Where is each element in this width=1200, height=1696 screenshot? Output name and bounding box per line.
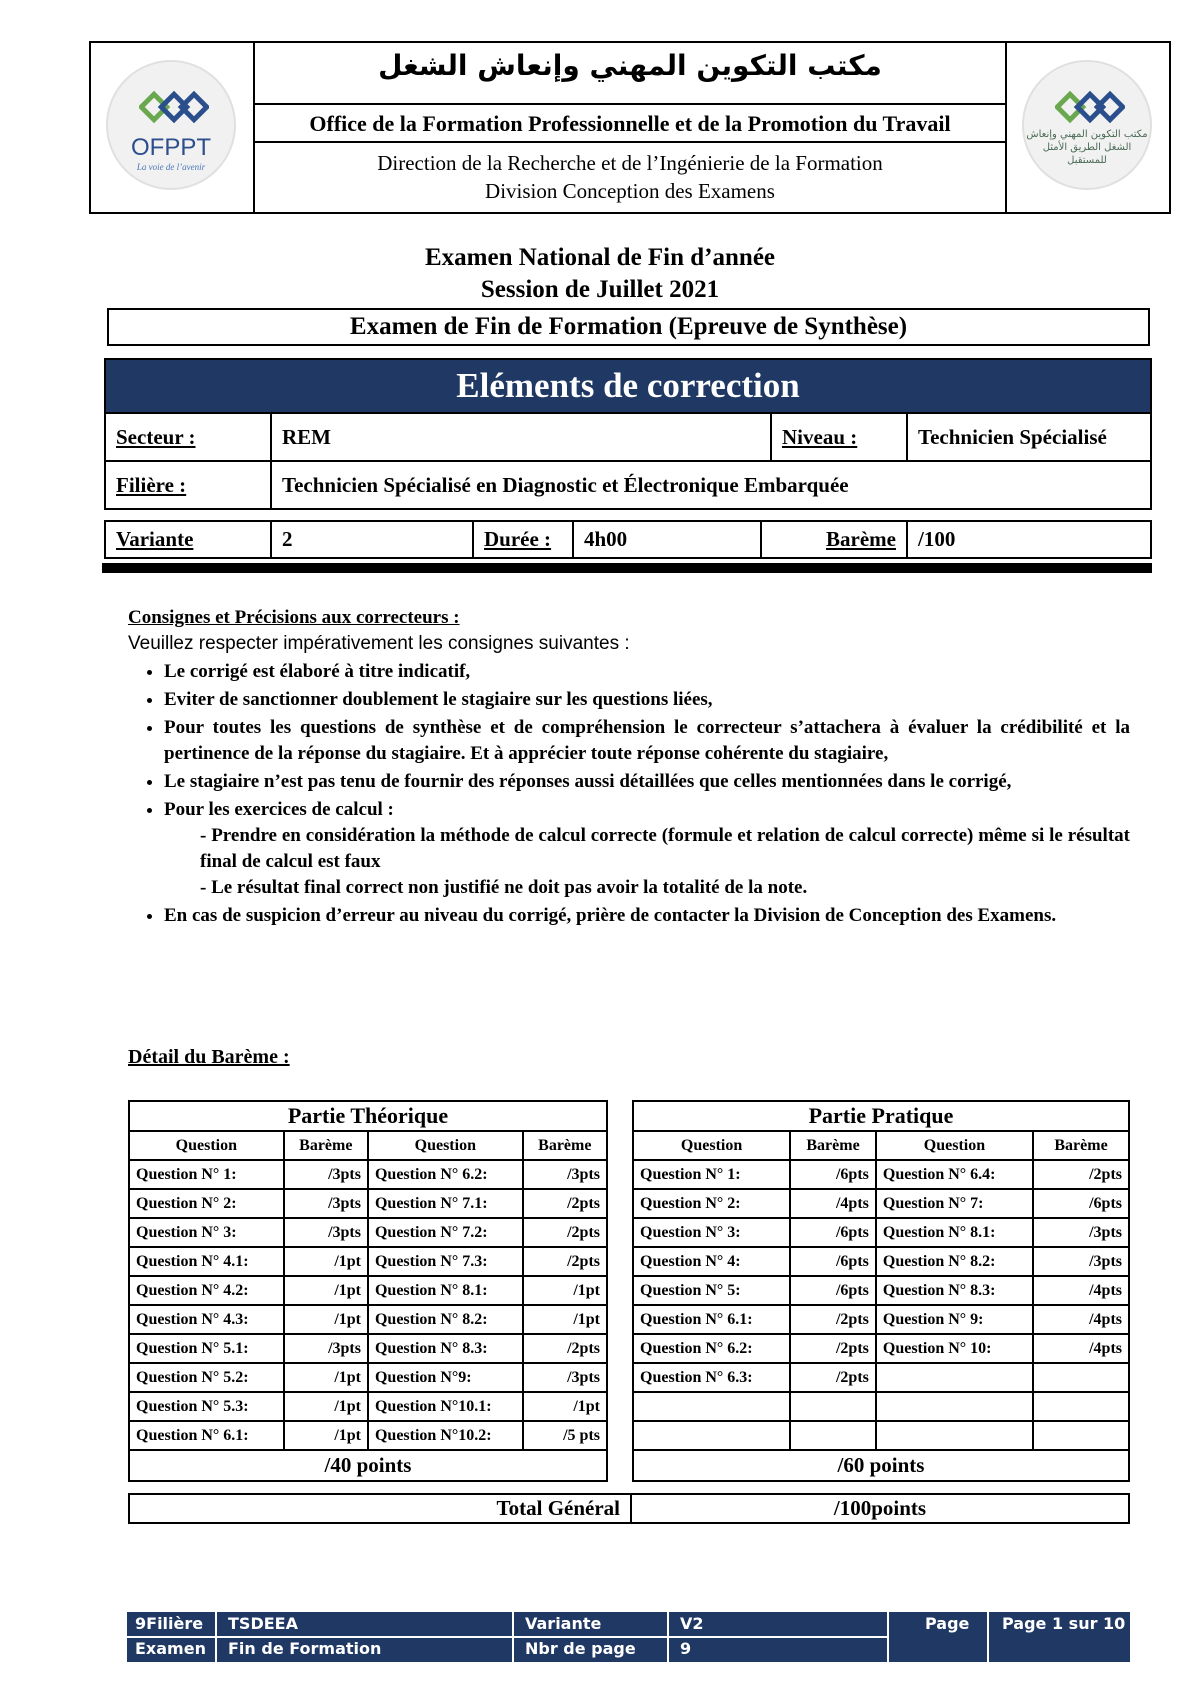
question-cell: Question N°10.1: xyxy=(368,1392,523,1421)
points-cell: /1pt xyxy=(284,1421,368,1450)
question-cell: Question N° 10: xyxy=(876,1334,1033,1363)
footer-nbr-label: Nbr de page xyxy=(525,1639,636,1658)
footer-nbr: 9 xyxy=(680,1639,692,1658)
exam-title: Examen National de Fin d’année xyxy=(424,244,776,271)
pratique-table xyxy=(632,1100,1130,1482)
footer-page-label: Page xyxy=(925,1614,970,1633)
question-cell: Question N° 4.2: xyxy=(129,1276,284,1305)
ofppt-logo-left xyxy=(91,43,255,212)
question-cell: Question N° 6.1: xyxy=(633,1305,790,1334)
info-box xyxy=(104,358,1152,510)
question-cell: Question N° 8.3: xyxy=(368,1334,523,1363)
list-item: • Le stagiaire n’est pas tenu de fournir des réponses aussi détaillées que celles mentionnées dans le corrigé, xyxy=(164,769,1130,795)
points-cell: /5 pts xyxy=(523,1421,607,1450)
header-center xyxy=(255,43,1005,212)
question-cell: Question N° 5: xyxy=(633,1276,790,1305)
question-cell: Question N° 7: xyxy=(876,1189,1033,1218)
points-cell: /3pts xyxy=(1033,1247,1129,1276)
table-row xyxy=(129,1160,607,1189)
points-cell: /2pts xyxy=(523,1247,607,1276)
question-cell: Question N° 8.1: xyxy=(368,1276,523,1305)
header-box xyxy=(89,41,1171,214)
footer-divider xyxy=(987,1612,989,1662)
grand-total-row xyxy=(128,1493,1130,1524)
points-cell: /2pts xyxy=(790,1334,876,1363)
question-cell: Question N° 8.1: xyxy=(876,1218,1033,1247)
ofppt-diamonds-icon xyxy=(1055,90,1125,130)
question-cell: Question N° 7.3: xyxy=(368,1247,523,1276)
question-cell: Question N°9: xyxy=(368,1363,523,1392)
table-row xyxy=(129,1363,607,1392)
instructions-intro: Veuillez respecter impérativement les consignes suivantes : xyxy=(128,633,630,654)
theorique-rows xyxy=(129,1160,607,1450)
points-cell: /6pts xyxy=(790,1160,876,1189)
question-cell xyxy=(876,1363,1033,1392)
points-cell xyxy=(1033,1421,1129,1450)
points-cell: /1pt xyxy=(523,1276,607,1305)
points-cell: /3pts xyxy=(523,1160,607,1189)
col-header: Question xyxy=(368,1131,523,1160)
col-header: Barème xyxy=(790,1131,876,1160)
calc-sub-2: - Le résultat final correct non justifié ne doit pas avoir la totalité de la note. xyxy=(200,877,808,898)
table-row xyxy=(129,1392,607,1421)
bareme-label: Barème xyxy=(826,527,896,551)
footer-filiere: TSDEEA xyxy=(228,1614,298,1633)
table-row xyxy=(129,1305,607,1334)
question-cell xyxy=(876,1392,1033,1421)
footer-bar xyxy=(127,1612,1130,1662)
instructions-heading: Consignes et Précisions aux correcteurs : xyxy=(128,607,460,628)
direction-name: Direction de la Recherche et de l’Ingénierie de la Formation xyxy=(377,151,883,175)
logo-arabic-text: مكتب التكوين المهني وإنعاش الشغل الطريق الأمثل للمستقبل xyxy=(1026,129,1148,166)
points-cell: /2pts xyxy=(790,1305,876,1334)
points-cell xyxy=(1033,1392,1129,1421)
niveau-value: Technicien Spécialisé xyxy=(918,424,1107,449)
secteur-label: Secteur : xyxy=(116,424,196,449)
grand-total-value: /100points xyxy=(833,1496,927,1520)
points-cell: /4pts xyxy=(790,1189,876,1218)
points-cell: /3pts xyxy=(284,1189,368,1218)
theorique-title: Partie Théorique xyxy=(129,1101,607,1131)
points-cell: /2pts xyxy=(523,1218,607,1247)
points-cell: /2pts xyxy=(523,1189,607,1218)
question-cell: Question N° 6.2: xyxy=(633,1334,790,1363)
points-cell xyxy=(790,1392,876,1421)
table-row xyxy=(633,1276,1129,1305)
division-name: Division Conception des Examens xyxy=(485,179,775,203)
bareme-value: /100 xyxy=(918,527,956,551)
table-row xyxy=(633,1421,1129,1450)
table-row xyxy=(633,1392,1129,1421)
arabic-title: مكتب التكوين المهني وإنعاش الشغل xyxy=(378,49,882,82)
col-header: Question xyxy=(129,1131,284,1160)
variante-row xyxy=(104,520,1152,559)
footer-variante: V2 xyxy=(680,1614,704,1633)
list-item: • En cas de suspicion d’erreur au niveau du corrigé, prière de contacter la Division de Conception des Examens. xyxy=(164,903,1130,929)
points-cell: /6pts xyxy=(790,1247,876,1276)
question-cell: Question N° 6.3: xyxy=(633,1363,790,1392)
points-cell: /1pt xyxy=(284,1247,368,1276)
question-cell: Question N° 1: xyxy=(633,1160,790,1189)
secteur-value: REM xyxy=(282,424,331,449)
points-cell: /2pts xyxy=(523,1334,607,1363)
points-cell: /3pts xyxy=(523,1363,607,1392)
instructions xyxy=(128,605,1130,931)
logo-text: OFPPT xyxy=(130,134,211,161)
points-cell: /2pts xyxy=(1033,1160,1129,1189)
question-cell: Question N° 6.1: xyxy=(129,1421,284,1450)
exam-session: Session de Juillet 2021 xyxy=(480,276,720,303)
duree-value: 4h00 xyxy=(584,527,628,551)
bareme-heading: Détail du Barème : xyxy=(128,1046,290,1068)
ofppt-diamonds-icon xyxy=(139,90,209,130)
question-cell: Question N° 4.3: xyxy=(129,1305,284,1334)
theorique-table xyxy=(128,1100,608,1482)
pratique-total: /60 points xyxy=(633,1450,1129,1481)
points-cell xyxy=(1033,1363,1129,1392)
question-cell xyxy=(876,1421,1033,1450)
points-cell: /1pt xyxy=(284,1392,368,1421)
footer-examen-label: Examen xyxy=(135,1639,206,1658)
logo-slogan: La voie de l’avenir xyxy=(136,162,206,172)
table-row xyxy=(633,1189,1129,1218)
points-cell: /1pt xyxy=(284,1363,368,1392)
points-cell: /3pts xyxy=(284,1334,368,1363)
grand-total-label: Total Général xyxy=(130,1495,632,1522)
points-cell: /6pts xyxy=(790,1218,876,1247)
niveau-label: Niveau : xyxy=(782,424,858,449)
question-cell: Question N° 8.3: xyxy=(876,1276,1033,1305)
office-name: Office de la Formation Professionnelle et de la Promotion du Travail xyxy=(255,103,1005,143)
points-cell: /2pts xyxy=(790,1363,876,1392)
calc-heading: Pour les exercices de calcul : xyxy=(164,799,394,820)
question-cell: Question N° 8.2: xyxy=(876,1247,1033,1276)
question-cell: Question N° 4.1: xyxy=(129,1247,284,1276)
question-cell xyxy=(633,1392,790,1421)
question-cell: Question N° 6.4: xyxy=(876,1160,1033,1189)
table-row xyxy=(129,1334,607,1363)
question-cell: Question N° 3: xyxy=(129,1218,284,1247)
list-item: • Eviter de sanctionner doublement le stagiaire sur les questions liées, xyxy=(164,687,1130,713)
table-row xyxy=(633,1218,1129,1247)
filiere-label: Filière : xyxy=(116,472,187,497)
exam-type: Examen de Fin de Formation (Epreuve de Synthèse) xyxy=(107,308,1150,346)
footer-examen: Fin de Formation xyxy=(228,1639,382,1658)
footer-divider xyxy=(887,1612,889,1662)
points-cell: /3pts xyxy=(284,1160,368,1189)
table-row xyxy=(633,1305,1129,1334)
ofppt-logo-right xyxy=(1005,43,1169,212)
footer-page: Page 1 sur 10 xyxy=(1002,1614,1126,1633)
question-cell: Question N° 8.2: xyxy=(368,1305,523,1334)
filiere-row xyxy=(106,460,1150,508)
question-cell: Question N° 5.2: xyxy=(129,1363,284,1392)
col-header: Question xyxy=(876,1131,1033,1160)
table-row xyxy=(633,1334,1129,1363)
variante-label: Variante xyxy=(116,527,194,551)
points-cell: /3pts xyxy=(284,1218,368,1247)
question-cell: Question N° 9: xyxy=(876,1305,1033,1334)
col-header: Barème xyxy=(523,1131,607,1160)
footer-variante-label: Variante xyxy=(525,1614,602,1633)
question-cell: Question N° 7.2: xyxy=(368,1218,523,1247)
secteur-row xyxy=(106,412,1150,460)
logo-circle xyxy=(1022,60,1152,190)
variante-value: 2 xyxy=(282,527,293,551)
calc-sub-1: - Prendre en considération la méthode de calcul correcte (formule et relation de calcul correcte) même si le résultat final de calcul est faux xyxy=(200,825,1130,872)
col-header: Question xyxy=(633,1131,790,1160)
points-cell: /1pt xyxy=(284,1305,368,1334)
question-cell: Question N° 3: xyxy=(633,1218,790,1247)
points-cell: /4pts xyxy=(1033,1305,1129,1334)
question-cell: Question N° 6.2: xyxy=(368,1160,523,1189)
list-item: • Pour toutes les questions de synthèse et de compréhension le correcteur s’attachera à évaluer la crédibilité et la pertinence de la réponse du stagiaire. Et à apprécier toute réponse cohérente du stagiaire, xyxy=(164,715,1130,767)
question-cell: Question N° 4: xyxy=(633,1247,790,1276)
points-cell: /4pts xyxy=(1033,1276,1129,1305)
points-cell: /6pts xyxy=(790,1276,876,1305)
question-cell: Question N°10.2: xyxy=(368,1421,523,1450)
duree-label: Durée : xyxy=(484,527,552,551)
question-cell: Question N° 7.1: xyxy=(368,1189,523,1218)
table-row xyxy=(129,1421,607,1450)
points-cell xyxy=(790,1421,876,1450)
question-cell: Question N° 1: xyxy=(129,1160,284,1189)
filiere-value: Technicien Spécialisé en Diagnostic et Électronique Embarquée xyxy=(282,472,849,497)
theorique-total: /40 points xyxy=(129,1450,607,1481)
points-cell: /1pt xyxy=(284,1276,368,1305)
instructions-list xyxy=(128,659,1130,929)
question-cell: Question N° 5.1: xyxy=(129,1334,284,1363)
col-header: Barème xyxy=(1033,1131,1129,1160)
question-cell: Question N° 2: xyxy=(633,1189,790,1218)
table-row xyxy=(633,1160,1129,1189)
points-cell: /1pt xyxy=(523,1392,607,1421)
question-cell: Question N° 5.3: xyxy=(129,1392,284,1421)
table-row xyxy=(129,1247,607,1276)
footer-filiere-label: 9Filière xyxy=(135,1614,204,1633)
pratique-title: Partie Pratique xyxy=(633,1101,1129,1131)
col-header: Barème xyxy=(284,1131,368,1160)
table-row xyxy=(129,1276,607,1305)
points-cell: /4pts xyxy=(1033,1334,1129,1363)
points-cell: /6pts xyxy=(1033,1189,1129,1218)
table-row xyxy=(633,1247,1129,1276)
list-item: • Le corrigé est élaboré à titre indicatif, xyxy=(164,659,1130,685)
table-row xyxy=(129,1218,607,1247)
table-row xyxy=(633,1363,1129,1392)
points-cell: /3pts xyxy=(1033,1218,1129,1247)
question-cell xyxy=(633,1421,790,1450)
footer-divider xyxy=(127,1636,887,1638)
pratique-rows xyxy=(633,1160,1129,1450)
list-item-calcul xyxy=(164,797,1130,901)
points-cell: /1pt xyxy=(523,1305,607,1334)
separator-bar xyxy=(102,563,1152,573)
logo-circle xyxy=(106,60,236,190)
correction-banner: Eléments de correction xyxy=(106,360,1150,412)
question-cell: Question N° 2: xyxy=(129,1189,284,1218)
table-row xyxy=(129,1189,607,1218)
